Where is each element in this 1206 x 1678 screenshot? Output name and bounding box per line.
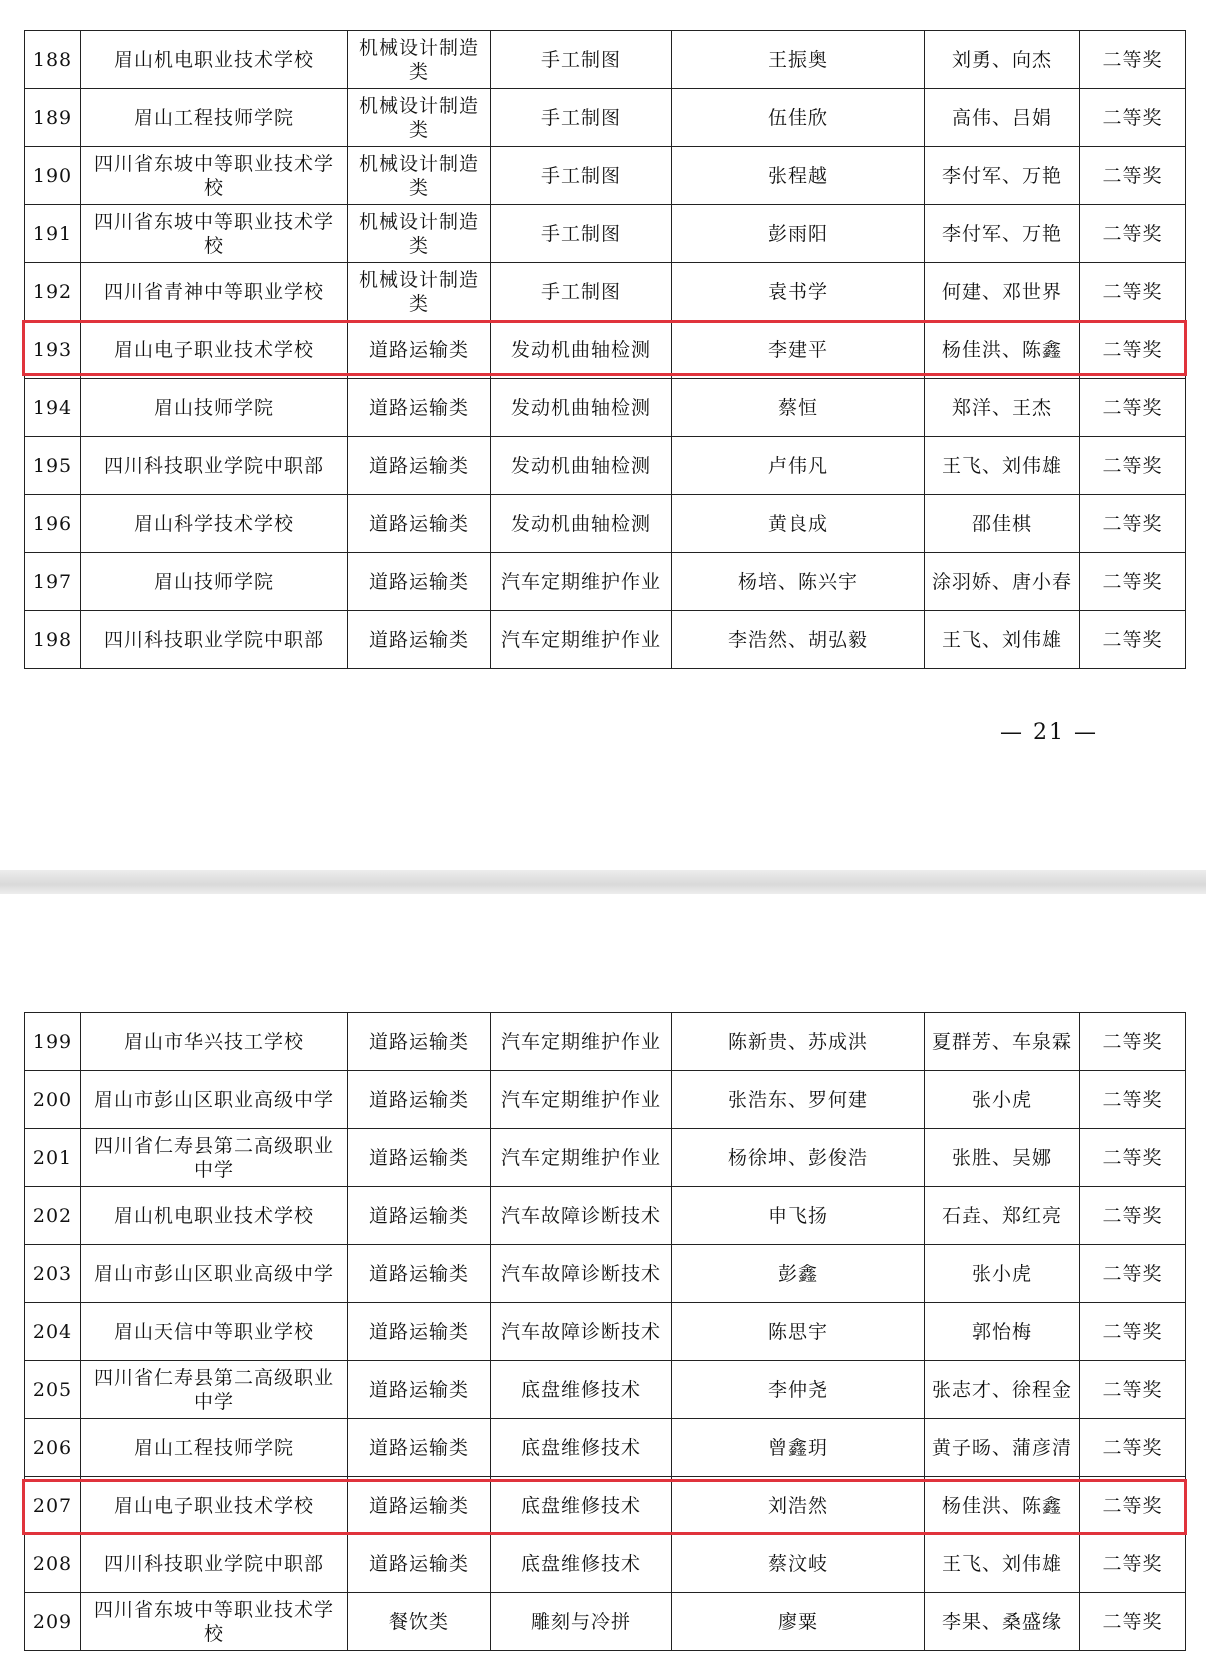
students-cell: 杨徐坤、彭俊浩 [672, 1129, 925, 1187]
page-2 [0, 894, 1206, 1678]
school-cell: 眉山工程技师学院 [81, 1419, 348, 1477]
teachers-cell: 何建、邓世界 [925, 263, 1080, 321]
students-cell: 曾鑫玥 [672, 1419, 925, 1477]
award-cell: 二等奖 [1080, 1071, 1186, 1129]
school-cell: 四川科技职业学院中职部 [81, 1535, 348, 1593]
school-cell: 眉山市彭山区职业高级中学 [81, 1245, 348, 1303]
event-cell: 发动机曲轴检测 [491, 379, 672, 437]
award-cell: 二等奖 [1080, 1535, 1186, 1593]
students-cell: 申飞扬 [672, 1187, 925, 1245]
table-row [25, 553, 1186, 611]
students-cell: 彭鑫 [672, 1245, 925, 1303]
event-cell: 汽车故障诊断技术 [491, 1187, 672, 1245]
page-number: — 21 — [1000, 720, 1098, 745]
school-cell: 眉山电子职业技术学校 [81, 321, 348, 379]
teachers-cell: 郭怡梅 [925, 1303, 1080, 1361]
table-row [25, 1361, 1186, 1419]
table-row [25, 1013, 1186, 1071]
awards-table-page-2 [24, 1012, 1186, 1651]
table-row [25, 1419, 1186, 1477]
event-cell: 手工制图 [491, 147, 672, 205]
school-cell: 四川省东坡中等职业技术学校 [81, 147, 348, 205]
award-cell: 二等奖 [1080, 1187, 1186, 1245]
category-cell: 道路运输类 [348, 1071, 491, 1129]
category-cell: 机械设计制造类 [348, 89, 491, 147]
row-number: 197 [25, 553, 81, 611]
event-cell: 发动机曲轴检测 [491, 437, 672, 495]
students-cell: 袁书学 [672, 263, 925, 321]
category-cell: 机械设计制造类 [348, 263, 491, 321]
school-cell: 四川省仁寿县第二高级职业中学 [81, 1129, 348, 1187]
row-number: 209 [25, 1593, 81, 1651]
event-cell: 汽车定期维护作业 [491, 1013, 672, 1071]
table-row [25, 1245, 1186, 1303]
teachers-cell: 郑洋、王杰 [925, 379, 1080, 437]
row-number: 196 [25, 495, 81, 553]
table-row [25, 1303, 1186, 1361]
award-cell: 二等奖 [1080, 1129, 1186, 1187]
row-number: 195 [25, 437, 81, 495]
event-cell: 汽车定期维护作业 [491, 1129, 672, 1187]
students-cell: 杨培、陈兴宇 [672, 553, 925, 611]
award-cell: 二等奖 [1080, 437, 1186, 495]
students-cell: 陈新贵、苏成洪 [672, 1013, 925, 1071]
category-cell: 道路运输类 [348, 1303, 491, 1361]
school-cell: 眉山电子职业技术学校 [81, 1477, 348, 1535]
students-cell: 李建平 [672, 321, 925, 379]
students-cell: 刘浩然 [672, 1477, 925, 1535]
award-cell: 二等奖 [1080, 31, 1186, 89]
category-cell: 机械设计制造类 [348, 31, 491, 89]
students-cell: 彭雨阳 [672, 205, 925, 263]
award-cell: 二等奖 [1080, 379, 1186, 437]
event-cell: 底盘维修技术 [491, 1535, 672, 1593]
teachers-cell: 李果、桑盛缘 [925, 1593, 1080, 1651]
school-cell: 四川省东坡中等职业技术学校 [81, 1593, 348, 1651]
event-cell: 底盘维修技术 [491, 1361, 672, 1419]
table-row [25, 379, 1186, 437]
teachers-cell: 夏群芳、车泉霖 [925, 1013, 1080, 1071]
event-cell: 汽车故障诊断技术 [491, 1245, 672, 1303]
category-cell: 道路运输类 [348, 1361, 491, 1419]
row-number: 206 [25, 1419, 81, 1477]
row-number: 205 [25, 1361, 81, 1419]
event-cell: 手工制图 [491, 31, 672, 89]
students-cell: 王振奥 [672, 31, 925, 89]
row-number: 202 [25, 1187, 81, 1245]
school-cell: 眉山技师学院 [81, 379, 348, 437]
event-cell: 汽车定期维护作业 [491, 553, 672, 611]
school-cell: 四川科技职业学院中职部 [81, 437, 348, 495]
school-cell: 眉山机电职业技术学校 [81, 31, 348, 89]
school-cell: 四川省青神中等职业学校 [81, 263, 348, 321]
teachers-cell: 王飞、刘伟雄 [925, 1535, 1080, 1593]
award-cell: 二等奖 [1080, 205, 1186, 263]
event-cell: 底盘维修技术 [491, 1477, 672, 1535]
row-number: 194 [25, 379, 81, 437]
school-cell: 眉山市华兴技工学校 [81, 1013, 348, 1071]
school-cell: 四川省仁寿县第二高级职业中学 [81, 1361, 348, 1419]
teachers-cell: 张小虎 [925, 1071, 1080, 1129]
award-cell: 二等奖 [1080, 1303, 1186, 1361]
awards-table-page-1 [24, 30, 1186, 669]
event-cell: 发动机曲轴检测 [491, 321, 672, 379]
school-cell: 眉山科学技术学校 [81, 495, 348, 553]
category-cell: 道路运输类 [348, 611, 491, 669]
category-cell: 餐饮类 [348, 1593, 491, 1651]
award-cell: 二等奖 [1080, 495, 1186, 553]
award-cell: 二等奖 [1080, 1419, 1186, 1477]
table-row [25, 1593, 1186, 1651]
row-number: 189 [25, 89, 81, 147]
award-cell: 二等奖 [1080, 147, 1186, 205]
event-cell: 汽车定期维护作业 [491, 1071, 672, 1129]
table-row [25, 1071, 1186, 1129]
school-cell: 四川科技职业学院中职部 [81, 611, 348, 669]
award-cell: 二等奖 [1080, 89, 1186, 147]
table-row [25, 31, 1186, 89]
students-cell: 张浩东、罗何建 [672, 1071, 925, 1129]
teachers-cell: 石垚、郑红亮 [925, 1187, 1080, 1245]
table-row [25, 1535, 1186, 1593]
table-row [25, 321, 1186, 379]
teachers-cell: 杨佳洪、陈鑫 [925, 1477, 1080, 1535]
category-cell: 机械设计制造类 [348, 205, 491, 263]
row-number: 204 [25, 1303, 81, 1361]
table-row [25, 205, 1186, 263]
event-cell: 汽车故障诊断技术 [491, 1303, 672, 1361]
table-row [25, 263, 1186, 321]
category-cell: 道路运输类 [348, 1477, 491, 1535]
category-cell: 道路运输类 [348, 1535, 491, 1593]
category-cell: 道路运输类 [348, 495, 491, 553]
category-cell: 道路运输类 [348, 1419, 491, 1477]
award-cell: 二等奖 [1080, 1593, 1186, 1651]
row-number: 191 [25, 205, 81, 263]
school-cell: 眉山工程技师学院 [81, 89, 348, 147]
row-number: 188 [25, 31, 81, 89]
table-row [25, 1477, 1186, 1535]
school-cell: 眉山天信中等职业学校 [81, 1303, 348, 1361]
teachers-cell: 张志才、徐程金 [925, 1361, 1080, 1419]
row-number: 203 [25, 1245, 81, 1303]
school-cell: 眉山技师学院 [81, 553, 348, 611]
students-cell: 李浩然、胡弘毅 [672, 611, 925, 669]
teachers-cell: 高伟、吕娟 [925, 89, 1080, 147]
teachers-cell: 张小虎 [925, 1245, 1080, 1303]
school-cell: 眉山机电职业技术学校 [81, 1187, 348, 1245]
award-cell: 二等奖 [1080, 263, 1186, 321]
teachers-cell: 张胜、吴娜 [925, 1129, 1080, 1187]
table-row [25, 495, 1186, 553]
row-number: 200 [25, 1071, 81, 1129]
category-cell: 道路运输类 [348, 1129, 491, 1187]
row-number: 208 [25, 1535, 81, 1593]
award-cell: 二等奖 [1080, 1013, 1186, 1071]
students-cell: 蔡恒 [672, 379, 925, 437]
teachers-cell: 刘勇、向杰 [925, 31, 1080, 89]
school-cell: 四川省东坡中等职业技术学校 [81, 205, 348, 263]
category-cell: 机械设计制造类 [348, 147, 491, 205]
event-cell: 手工制图 [491, 89, 672, 147]
row-number: 207 [25, 1477, 81, 1535]
table-row [25, 1187, 1186, 1245]
award-cell: 二等奖 [1080, 1361, 1186, 1419]
award-cell: 二等奖 [1080, 553, 1186, 611]
table-row [25, 147, 1186, 205]
students-cell: 伍佳欣 [672, 89, 925, 147]
category-cell: 道路运输类 [348, 379, 491, 437]
award-cell: 二等奖 [1080, 1245, 1186, 1303]
row-number: 201 [25, 1129, 81, 1187]
teachers-cell: 李付军、万艳 [925, 147, 1080, 205]
students-cell: 黄良成 [672, 495, 925, 553]
category-cell: 道路运输类 [348, 553, 491, 611]
event-cell: 发动机曲轴检测 [491, 495, 672, 553]
students-cell: 廖粟 [672, 1593, 925, 1651]
table-row [25, 89, 1186, 147]
teachers-cell: 黄子旸、蒲彦清 [925, 1419, 1080, 1477]
teachers-cell: 邵佳棋 [925, 495, 1080, 553]
students-cell: 张程越 [672, 147, 925, 205]
school-cell: 眉山市彭山区职业高级中学 [81, 1071, 348, 1129]
category-cell: 道路运输类 [348, 1013, 491, 1071]
event-cell: 手工制图 [491, 263, 672, 321]
row-number: 192 [25, 263, 81, 321]
teachers-cell: 杨佳洪、陈鑫 [925, 321, 1080, 379]
event-cell: 汽车定期维护作业 [491, 611, 672, 669]
category-cell: 道路运输类 [348, 1187, 491, 1245]
category-cell: 道路运输类 [348, 437, 491, 495]
teachers-cell: 涂羽娇、唐小春 [925, 553, 1080, 611]
teachers-cell: 王飞、刘伟雄 [925, 437, 1080, 495]
page-separator [0, 870, 1206, 894]
award-cell: 二等奖 [1080, 1477, 1186, 1535]
students-cell: 陈思宇 [672, 1303, 925, 1361]
table-row [25, 611, 1186, 669]
event-cell: 底盘维修技术 [491, 1419, 672, 1477]
category-cell: 道路运输类 [348, 1245, 491, 1303]
teachers-cell: 李付军、万艳 [925, 205, 1080, 263]
row-number: 199 [25, 1013, 81, 1071]
award-cell: 二等奖 [1080, 611, 1186, 669]
table-row [25, 437, 1186, 495]
event-cell: 手工制图 [491, 205, 672, 263]
teachers-cell: 王飞、刘伟雄 [925, 611, 1080, 669]
award-cell: 二等奖 [1080, 321, 1186, 379]
students-cell: 蔡汶岐 [672, 1535, 925, 1593]
row-number: 198 [25, 611, 81, 669]
table-row [25, 1129, 1186, 1187]
students-cell: 李仲尧 [672, 1361, 925, 1419]
row-number: 193 [25, 321, 81, 379]
category-cell: 道路运输类 [348, 321, 491, 379]
students-cell: 卢伟凡 [672, 437, 925, 495]
row-number: 190 [25, 147, 81, 205]
event-cell: 雕刻与冷拼 [491, 1593, 672, 1651]
